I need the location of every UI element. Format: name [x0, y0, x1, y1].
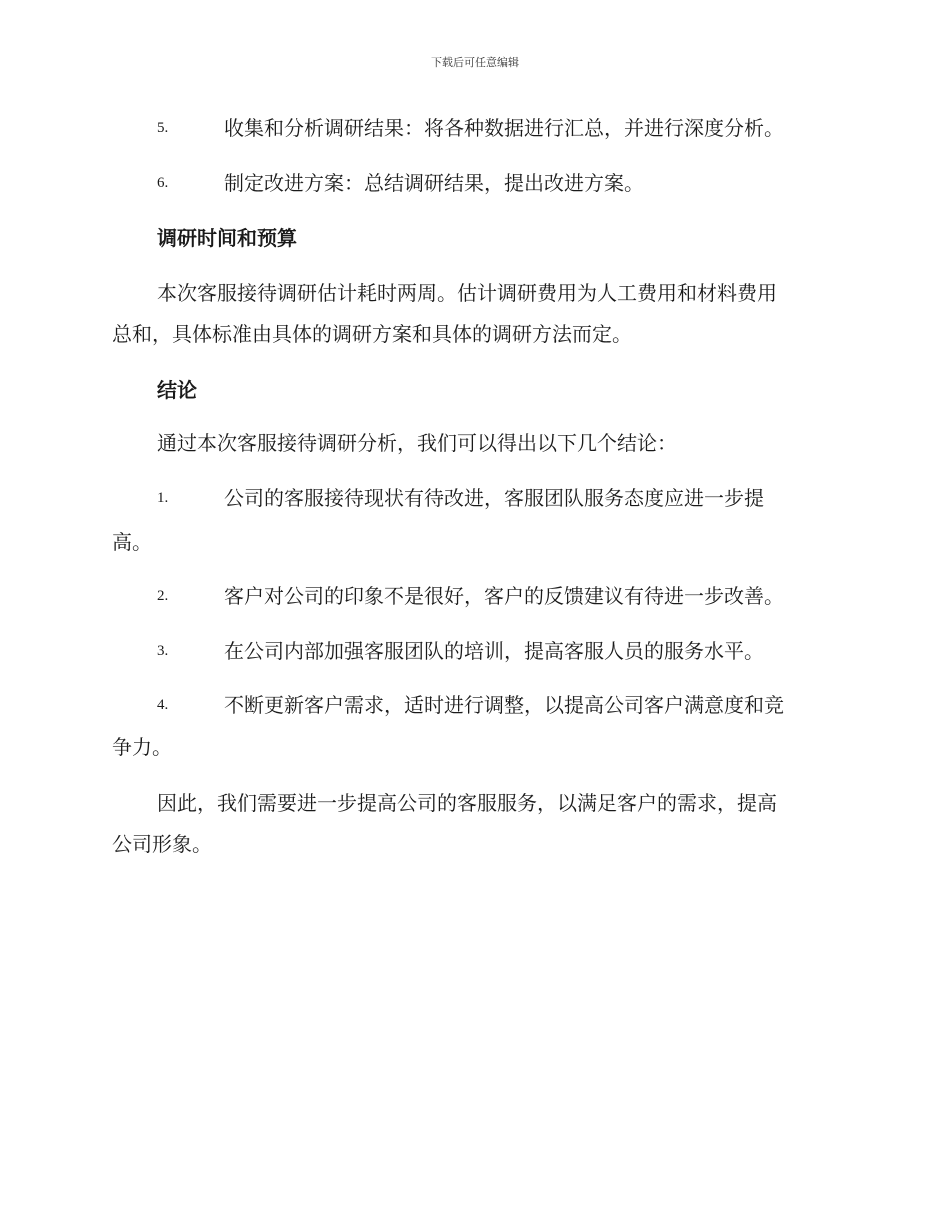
list-item-number: 5. — [157, 120, 169, 136]
paragraph-line: 总和，具体标准由具体的调研方案和具体的调研方法而定。 — [112, 322, 632, 346]
list-item-number: 3. — [157, 643, 169, 659]
list-item-text: 不断更新客户需求，适时进行调整，以提高公司客户满意度和竞 — [224, 693, 784, 717]
section-heading-time-budget: 调研时间和预算 — [157, 226, 297, 250]
paragraph-line: 因此，我们需要进一步提高公司的客服服务，以满足客户的需求，提高 — [157, 791, 777, 815]
list-item-text: 高。 — [112, 530, 152, 554]
list-item-number: 4. — [157, 697, 169, 713]
list-item-text: 客户对公司的印象不是很好，客户的反馈建议有待进一步改善。 — [224, 584, 784, 608]
paragraph-line: 通过本次客服接待调研分析，我们可以得出以下几个结论： — [157, 431, 677, 455]
section-heading-conclusion: 结论 — [157, 378, 197, 402]
list-item-text: 公司的客服接待现状有待改进，客服团队服务态度应进一步提 — [224, 486, 764, 510]
list-item-text: 在公司内部加强客服团队的培训，提高客服人员的服务水平。 — [224, 639, 764, 663]
page-header: 下载后可任意编辑 — [431, 56, 519, 69]
list-item-number: 6. — [157, 175, 169, 191]
paragraph-line: 公司形象。 — [112, 832, 212, 856]
list-item-text: 争力。 — [112, 735, 172, 759]
paragraph-line: 本次客服接待调研估计耗时两周。估计调研费用为人工费用和材料费用 — [157, 281, 777, 305]
list-item-number: 2. — [157, 588, 169, 604]
list-item-text: 收集和分析调研结果：将各种数据进行汇总，并进行深度分析。 — [224, 116, 784, 140]
list-item-text: 制定改进方案：总结调研结果，提出改进方案。 — [224, 171, 644, 195]
list-item-number: 1. — [157, 490, 169, 506]
